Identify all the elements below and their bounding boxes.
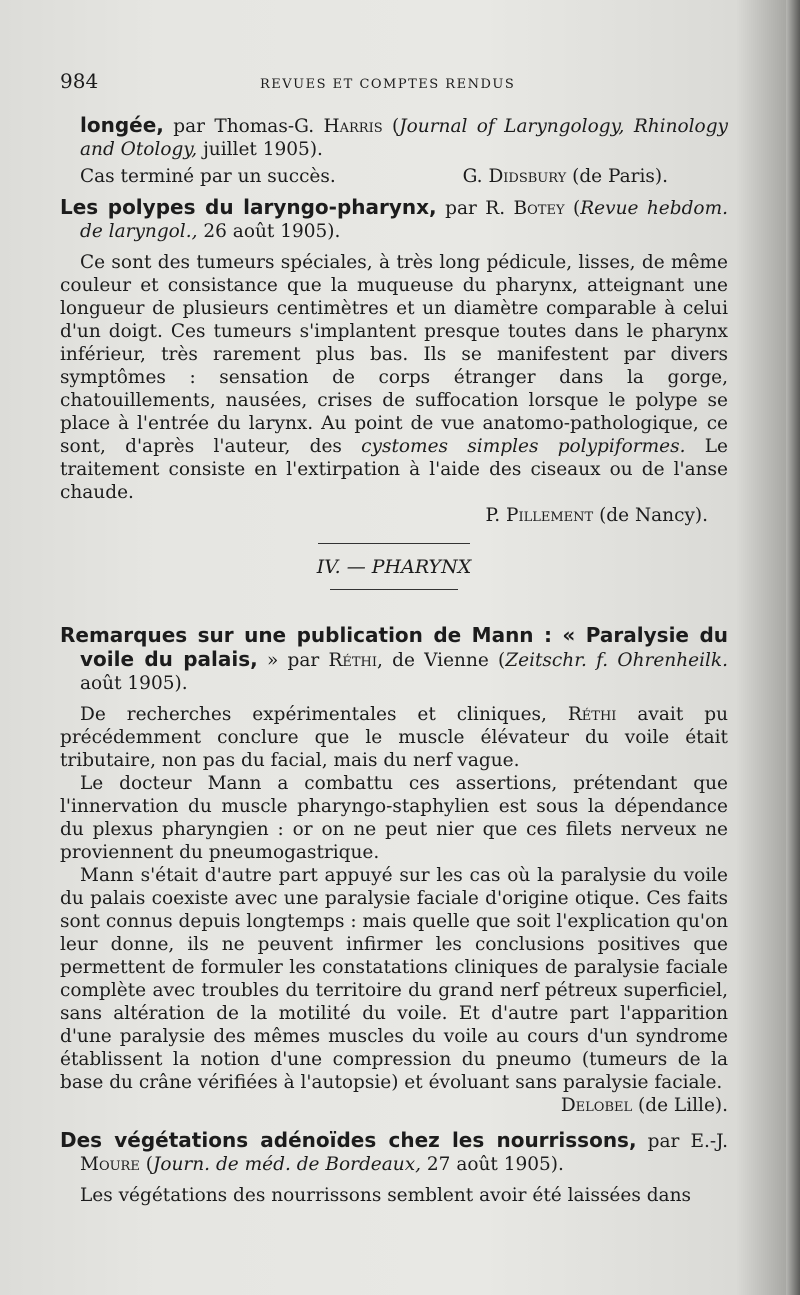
article2-body (60, 251, 728, 504)
article3-journal: Zeitschr. f. Ohrenheilk. (505, 650, 728, 671)
article4-title: Des végétations adénoïdes chez les nourrissons, (60, 1128, 637, 1152)
article1-title-fragment: longée, (80, 113, 164, 137)
article3-author: Réthi (328, 650, 378, 671)
article1-author: Harris (323, 116, 383, 137)
article2-author: Botey (513, 198, 565, 219)
article3-reviewer: Delobel (560, 1095, 633, 1116)
article2-reviewer-city: (de Nancy). (593, 505, 708, 526)
page-edge-shadow (786, 0, 800, 1295)
article3-p3-text: Mann s'était d'autre part appuyé sur les cas où la paralysie du voile du palais coexiste avec une paralysie faciale d'origine otique. Ces faits sont connus depuis longtemps : mais quelle que soit l'explication qu'on leur donne, ils ne peuvent infirmer les conclusions positives que permettent de formuler les constatations cliniques de paralysie faciale complète avec troubles du territoire du grand nerf pétreux superficiel, sans altération de la motilité du voile. Et d'autre part l'apparition d'une paralysie des mêmes muscles du voile au cours d'un syndrome établissent la notion d'une compression du pneumo (tumeurs de la base du crâne vérifiées à l'autopsie) et évoluant sans paralysie faciale. (60, 865, 728, 1093)
article2-body-end: Le traitement consiste en l'extirpation à l'aide des ciseaux ou de l'anse chaude. (60, 436, 728, 503)
section-rule (330, 589, 458, 590)
article4-date: 27 août 1905). (421, 1154, 564, 1175)
article3-p1-a: De recherches expérimentales et cliniques, (80, 704, 568, 725)
article2-journal: Revue hebdom. de laryngol., (80, 198, 728, 242)
article3-date: août 1905). (80, 673, 188, 694)
article1-heading (60, 114, 728, 161)
article3-paragraph-3 (60, 864, 728, 1116)
article4-paren: ( (139, 1154, 153, 1175)
article1-body-line (60, 165, 728, 188)
article2-paren: ( (564, 198, 581, 219)
article1-signature (463, 165, 728, 188)
running-title: REVUES ET COMPTES RENDUS (260, 77, 516, 92)
article2-heading (60, 196, 728, 243)
article4-journal: Journ. de méd. de Bordeaux, (152, 1154, 422, 1175)
article3-city: , de Vienne ( (377, 650, 506, 671)
page-text (60, 70, 728, 1207)
article1-paren: ( (382, 116, 400, 137)
article1-date: juillet 1905). (197, 139, 323, 160)
article4-body: Les végétations des nourrissons semblent avoir été laissées dans (80, 1185, 691, 1206)
article1-body: Cas terminé par un succès. (80, 166, 336, 187)
article3-by: » par (257, 650, 329, 671)
article3-heading (60, 624, 728, 695)
article4-heading (60, 1129, 728, 1176)
article2-by: par R. (436, 198, 514, 219)
article3-reviewer-city: (de Lille). (632, 1095, 728, 1116)
article1-journal: Journal of Laryngology, Rhinology and Otology, (80, 116, 728, 160)
article4-by: par E.-J. (636, 1131, 728, 1152)
article3-signature (541, 1094, 728, 1117)
article1-reviewer-city: (de Paris). (566, 166, 668, 187)
article2-signature (60, 504, 728, 527)
article4-author: Moure (80, 1154, 140, 1175)
page-number: 984 (60, 69, 99, 93)
section-title: IV. — PHARYNX (316, 556, 472, 578)
article1-by: par Thomas-G. (163, 116, 324, 137)
article2-body-italic: cystomes simples polypiformes. (361, 436, 686, 457)
article3-paragraph-1 (60, 703, 728, 772)
running-head (60, 70, 728, 96)
article3-title: Remarques sur une publication de Mann : « Paralysie du voile du palais, (60, 623, 728, 671)
article3-p1-b: avait pu précédemment conclure que le muscle élévateur du voile était tributaire, non pas du facial, mais du nerf vague. (60, 704, 728, 771)
separator-rule (318, 543, 470, 544)
article2-reviewer: P. Pillement (485, 505, 594, 526)
article2-date: 26 août 1905). (197, 221, 341, 242)
article1-reviewer: G. Didsbury (462, 166, 567, 187)
article3-paragraph-2: Le docteur Mann a combattu ces assertions, prétendant que l'innervation du muscle pharyngo-staphylien est sous la dépendance du plexus pharyngien : or on ne peut nier que ces filets nerveux ne proviennent du pneumogastrique. (60, 773, 728, 863)
article3-p1-author: Réthi (567, 704, 617, 725)
article2-body-text: Ce sont des tumeurs spéciales, à très long pédicule, lisses, de même couleur et consistance que la muqueuse du pharynx, atteignant une longueur de plusieurs centimètres et un diamètre comparable à celui d'un doigt. Ces tumeurs s'implantent presque toutes dans le pharynx inférieur, très rarement plus bas. Ils se manifestent par divers symptômes : sensation de corps étranger dans la gorge, chatouillements, nausées, crises de suffocation lorsque le polype se place à l'entrée du larynx. Au point de vue anatomo-pathologique, ce sont, d'après l'auteur, des (60, 252, 728, 457)
article2-title: Les polypes du laryngo-pharynx, (60, 195, 437, 219)
